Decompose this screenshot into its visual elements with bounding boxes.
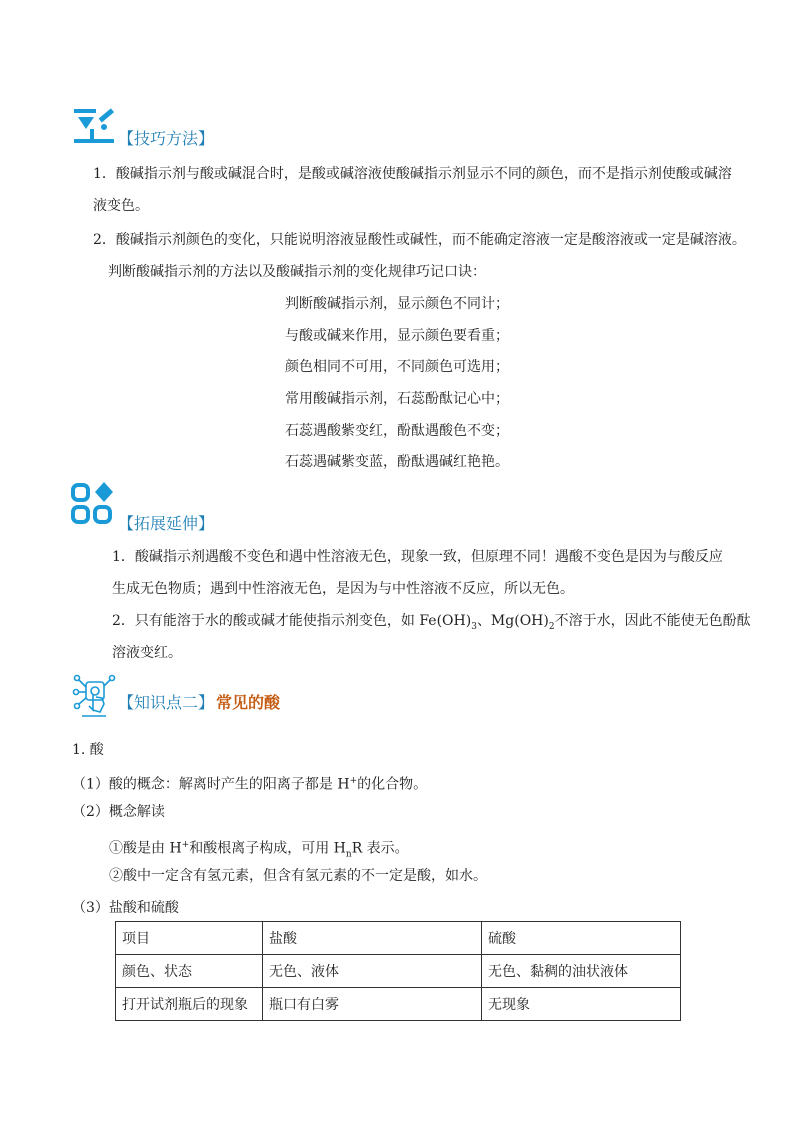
table-row bbox=[116, 922, 681, 955]
text-run: 2．只有能溶于水的酸或碱才能使指示剂变色，如 Fe(OH) bbox=[112, 613, 472, 629]
microscope-icon bbox=[72, 103, 118, 147]
table-cell: 项目 bbox=[116, 922, 263, 955]
table-cell: 硫酸 bbox=[482, 922, 681, 955]
paragraph-line: 判断酸碱指示剂的方法以及酸碱指示剂的变化规律巧记口诀： bbox=[108, 264, 486, 280]
text-run: ①酸是由 H bbox=[109, 840, 182, 857]
paragraph-line: 1．酸碱指示剂与酸或碱混合时，是酸或碱溶液使酸碱指示剂显示不同的颜色，而不是指示剂使酸或碱溶 bbox=[93, 166, 732, 182]
paragraph-line: （2）概念解读 bbox=[72, 804, 165, 820]
subscript: n bbox=[345, 849, 352, 860]
table-cell: 无现象 bbox=[482, 988, 681, 1021]
paragraph-line: ②酸中一定含有氢元素，但含有氢元素的不一定是酸，如水。 bbox=[109, 868, 487, 884]
table-row bbox=[116, 988, 681, 1021]
text-run: 的化合物。 bbox=[357, 776, 428, 793]
table-row bbox=[116, 955, 681, 988]
paragraph-line: 液变色。 bbox=[93, 198, 149, 214]
acid-comparison-table bbox=[115, 921, 681, 1021]
paragraph-line: 2．酸碱指示剂颜色的变化，只能说明溶液显酸性或碱性，而不能确定溶液一定是酸溶液或一定是碱溶液。 bbox=[93, 232, 746, 248]
section-title-bracket: 【知识点二】 bbox=[118, 693, 215, 712]
paragraph-line: 溶液变红。 bbox=[112, 645, 182, 661]
subsection-heading: 1. 酸 bbox=[72, 742, 104, 758]
subscript: 3 bbox=[471, 621, 477, 632]
text-run: （1）酸的概念：解离时产生的阳离子都是 H bbox=[72, 776, 350, 793]
text-run: 和酸根离子构成，可用 H bbox=[189, 840, 346, 857]
subscript: 2 bbox=[548, 621, 555, 632]
section-title-extension: 【拓展延伸】 bbox=[118, 514, 215, 533]
paragraph-line bbox=[109, 836, 409, 863]
text-run: R 表示。 bbox=[351, 840, 409, 857]
paragraph-line bbox=[112, 612, 751, 636]
section-title-knowledge-point bbox=[118, 690, 280, 713]
poem-line: 颜色相同不可用，不同颜色可选用； bbox=[285, 359, 509, 375]
superscript: + bbox=[181, 840, 190, 850]
table-cell: 打开试剂瓶后的现象 bbox=[116, 988, 263, 1021]
paragraph-line bbox=[72, 772, 427, 794]
table-cell: 盐酸 bbox=[263, 922, 482, 955]
poem-line: 与酸或碱来作用，显示颜色要看重； bbox=[285, 328, 509, 344]
touch-circuit-icon bbox=[72, 672, 118, 722]
text-run: 、Mg(OH) bbox=[476, 613, 549, 629]
section-title-skills: 【技巧方法】 bbox=[118, 129, 215, 148]
table-cell: 颜色、状态 bbox=[116, 955, 263, 988]
table-cell: 无色、液体 bbox=[263, 955, 482, 988]
paragraph-line: 生成无色物质；遇到中性溶液无色，是因为与中性溶液不反应，所以无色。 bbox=[112, 581, 574, 597]
poem-line: 判断酸碱指示剂，显示颜色不同计； bbox=[285, 296, 509, 312]
poem-line: 石蕊遇酸紫变红，酚酞遇酸色不变； bbox=[285, 423, 509, 439]
poem-line: 常用酸碱指示剂，石蕊酚酞记心中； bbox=[285, 391, 509, 407]
paragraph-line: 1．酸碱指示剂遇酸不变色和遇中性溶液无色，现象一致，但原理不同！遇酸不变色是因为与酸反应 bbox=[112, 549, 723, 565]
table-cell: 瓶口有白雾 bbox=[263, 988, 482, 1021]
section-title-suffix: 常见的酸 bbox=[216, 693, 281, 712]
poem-line: 石蕊遇碱紫变蓝，酚酞遇碱红艳艳。 bbox=[285, 454, 509, 470]
table-cell: 无色、黏稠的油状液体 bbox=[482, 955, 681, 988]
apps-grid-icon bbox=[70, 482, 118, 526]
paragraph-line: （3）盐酸和硫酸 bbox=[72, 900, 179, 916]
superscript: + bbox=[349, 776, 358, 786]
text-run: 不溶于水，因此不能使无色酚酞 bbox=[554, 613, 751, 629]
